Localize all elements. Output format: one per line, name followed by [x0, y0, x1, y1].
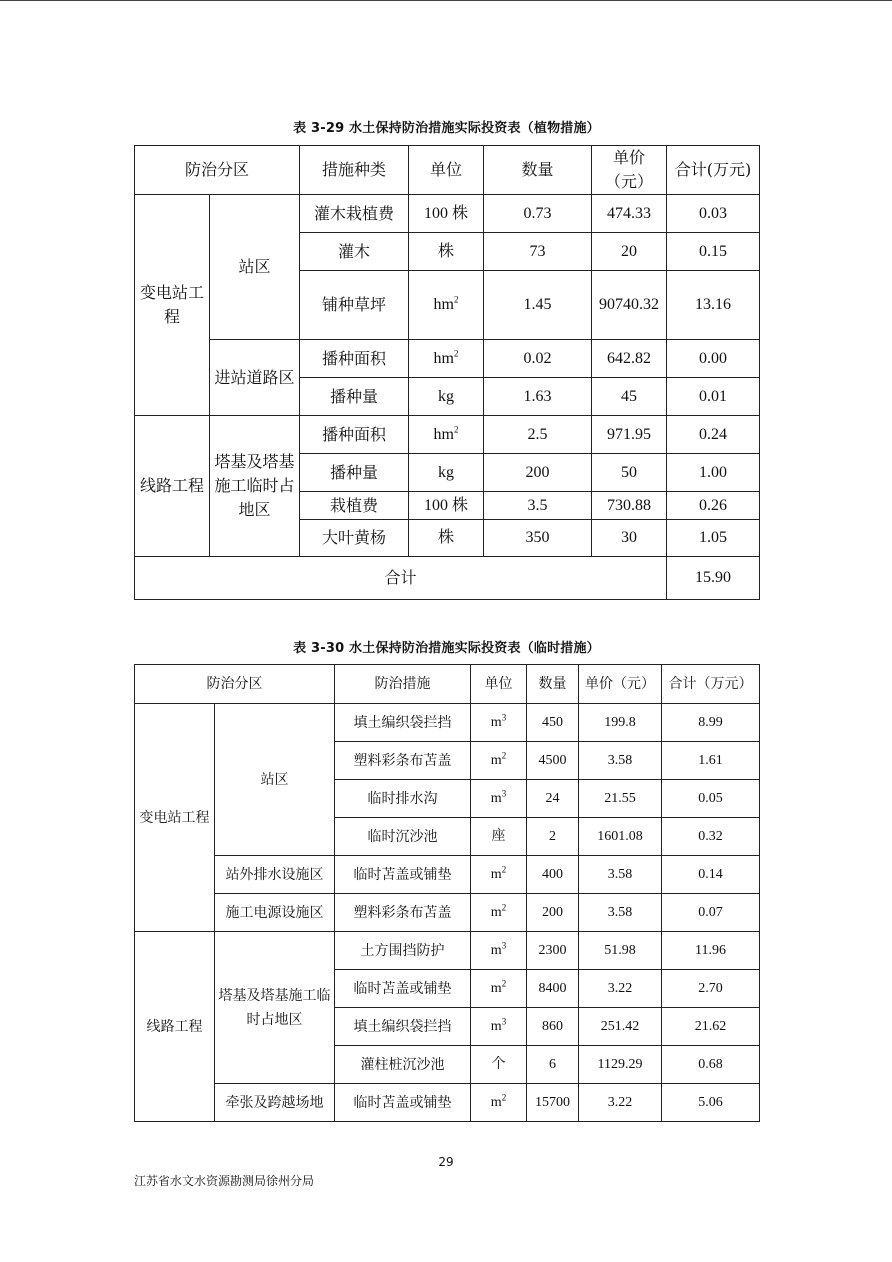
unit-exponent: 3 [501, 939, 507, 950]
total-cell: 1.05 [667, 520, 760, 557]
unit-cell: $hm^2$ [409, 416, 484, 454]
unit-cell: $m^2$ [471, 1084, 527, 1122]
quantity-cell: 24 [527, 780, 579, 818]
total-cell: 11.96 [662, 932, 760, 970]
sum-row [135, 557, 760, 600]
quantity-cell: 0.02 [484, 340, 592, 378]
zone-cell: 变电站工程 [135, 704, 215, 932]
unit-price-cell: 730.88 [592, 492, 667, 520]
header-cell: 单位 [471, 665, 527, 704]
unit-cell: 株 [409, 233, 484, 271]
table-row [135, 856, 760, 894]
quantity-cell: 2300 [527, 932, 579, 970]
quantity-cell: 400 [527, 856, 579, 894]
unit-exponent: 2 [501, 977, 507, 988]
unit-price-cell: 3.58 [579, 742, 662, 780]
total-cell: 0.26 [667, 492, 760, 520]
header-cell: 单价（元） [579, 665, 662, 704]
measure-cell: 塑料彩条布苫盖 [335, 742, 471, 780]
unit-price-cell: 50 [592, 454, 667, 492]
unit-cell: $hm^2$ [409, 340, 484, 378]
measure-cell: 土方围挡防护 [335, 932, 471, 970]
unit-price-cell: 199.8 [579, 704, 662, 742]
table-row [135, 416, 760, 454]
unit-price-cell: 3.58 [579, 894, 662, 932]
header-cell: 单价（元） [592, 146, 667, 195]
header-cell: 数量 [527, 665, 579, 704]
unit-price-cell: 51.98 [579, 932, 662, 970]
quantity-cell: 1.45 [484, 271, 592, 340]
unit-cell: $m^3$ [471, 1008, 527, 1046]
unit-exponent: 3 [501, 711, 507, 722]
unit-price-cell: 3.22 [579, 1084, 662, 1122]
quantity-cell: 73 [484, 233, 592, 271]
subzone-cell: 塔基及塔基施工临时占地区 [210, 416, 300, 557]
unit-exponent: 2 [453, 424, 459, 435]
measure-cell: 临时苫盖或铺垫 [335, 1084, 471, 1122]
measure-cell: 灌柱桩沉沙池 [335, 1046, 471, 1084]
unit-exponent: 2 [453, 348, 459, 359]
unit-price-cell: 45 [592, 378, 667, 416]
unit-cell: $m^3$ [471, 932, 527, 970]
quantity-cell: 200 [527, 894, 579, 932]
unit-price-cell: 642.82 [592, 340, 667, 378]
table-header-row [135, 665, 760, 704]
table-row [135, 704, 760, 742]
table-row [135, 340, 760, 378]
header-cell: 合计(万元) [667, 146, 760, 195]
total-cell: 0.68 [662, 1046, 760, 1084]
sum-value: 15.90 [667, 557, 760, 600]
unit-cell: $m^2$ [471, 970, 527, 1008]
footer-organization: 江苏省水文水资源勘测局徐州分局 [134, 1174, 315, 1188]
unit-cell: kg [409, 378, 484, 416]
quantity-cell: 860 [527, 1008, 579, 1046]
table-header-row [135, 146, 760, 195]
total-cell: 0.32 [662, 818, 760, 856]
measure-cell: 灌木 [300, 233, 409, 271]
unit-price-cell: 1129.29 [579, 1046, 662, 1084]
table-row [135, 195, 760, 233]
table-row [135, 932, 760, 970]
unit-exponent: 2 [501, 901, 507, 912]
unit-cell: $m^3$ [471, 704, 527, 742]
measure-cell: 临时苫盖或铺垫 [335, 970, 471, 1008]
plant-measures-investment-table [134, 145, 760, 600]
header-cell: 单位 [409, 146, 484, 195]
measure-cell: 播种量 [300, 378, 409, 416]
quantity-cell: 2 [527, 818, 579, 856]
unit-cell: $m^3$ [471, 780, 527, 818]
zone-cell: 变电站工程 [135, 195, 210, 416]
unit-price-cell: 21.55 [579, 780, 662, 818]
total-cell: 0.14 [662, 856, 760, 894]
measure-cell: 临时排水沟 [335, 780, 471, 818]
quantity-cell: 1.63 [484, 378, 592, 416]
total-cell: 0.24 [667, 416, 760, 454]
total-cell: 1.61 [662, 742, 760, 780]
total-cell: 13.16 [667, 271, 760, 340]
table-caption-3-29: 表 3-29 水土保持防治措施实际投资表（植物措施） [293, 121, 600, 136]
subzone-cell: 塔基及塔基施工临时占地区 [215, 932, 335, 1084]
unit-cell: $m^2$ [471, 742, 527, 780]
subzone-cell: 牵张及跨越场地 [215, 1084, 335, 1122]
unit-cell: kg [409, 454, 484, 492]
unit-exponent: 2 [501, 749, 507, 760]
unit-cell: 座 [471, 818, 527, 856]
unit-cell: 100 株 [409, 195, 484, 233]
header-cell: 防治措施 [335, 665, 471, 704]
zone-cell: 线路工程 [135, 416, 210, 557]
measure-cell: 栽植费 [300, 492, 409, 520]
measure-cell: 塑料彩条布苫盖 [335, 894, 471, 932]
quantity-cell: 200 [484, 454, 592, 492]
unit-price-cell: 3.58 [579, 856, 662, 894]
quantity-cell: 2.5 [484, 416, 592, 454]
measure-cell: 播种量 [300, 454, 409, 492]
measure-cell: 大叶黄杨 [300, 520, 409, 557]
table-row [135, 1084, 760, 1122]
subzone-cell: 站外排水设施区 [215, 856, 335, 894]
subzone-cell: 站区 [210, 195, 300, 340]
unit-price-cell: 20 [592, 233, 667, 271]
total-cell: 0.05 [662, 780, 760, 818]
quantity-cell: 3.5 [484, 492, 592, 520]
table-caption-3-30: 表 3-30 水土保持防治措施实际投资表（临时措施） [293, 641, 600, 656]
unit-price-cell: 1601.08 [579, 818, 662, 856]
measure-cell: 播种面积 [300, 340, 409, 378]
measure-cell: 填土编织袋拦挡 [335, 1008, 471, 1046]
measure-cell: 播种面积 [300, 416, 409, 454]
quantity-cell: 450 [527, 704, 579, 742]
unit-exponent: 2 [453, 294, 459, 305]
subzone-cell: 站区 [215, 704, 335, 856]
subzone-cell: 进站道路区 [210, 340, 300, 416]
total-cell: 0.15 [667, 233, 760, 271]
table-row [135, 894, 760, 932]
unit-exponent: 2 [501, 1091, 507, 1102]
zone-cell: 线路工程 [135, 932, 215, 1122]
unit-cell: 个 [471, 1046, 527, 1084]
unit-price-cell: 971.95 [592, 416, 667, 454]
temporary-measures-investment-table [134, 664, 760, 1122]
quantity-cell: 4500 [527, 742, 579, 780]
measure-cell: 临时苫盖或铺垫 [335, 856, 471, 894]
total-cell: 5.06 [662, 1084, 760, 1122]
total-cell: 21.62 [662, 1008, 760, 1046]
unit-price-cell: 30 [592, 520, 667, 557]
total-cell: 0.07 [662, 894, 760, 932]
total-cell: 2.70 [662, 970, 760, 1008]
header-cell: 数量 [484, 146, 592, 195]
total-cell: 0.01 [667, 378, 760, 416]
unit-cell: $m^2$ [471, 894, 527, 932]
total-cell: 0.03 [667, 195, 760, 233]
total-cell: 8.99 [662, 704, 760, 742]
unit-price-cell: 251.42 [579, 1008, 662, 1046]
quantity-cell: 15700 [527, 1084, 579, 1122]
quantity-cell: 0.73 [484, 195, 592, 233]
total-cell: 1.00 [667, 454, 760, 492]
header-cell: 措施种类 [300, 146, 409, 195]
header-cell: 防治分区 [135, 146, 300, 195]
top-border-line [0, 0, 892, 1]
total-cell: 0.00 [667, 340, 760, 378]
unit-cell: $hm^2$ [409, 271, 484, 340]
unit-price-cell: 90740.32 [592, 271, 667, 340]
measure-cell: 临时沉沙池 [335, 818, 471, 856]
unit-cell: 株 [409, 520, 484, 557]
unit-cell: 100 株 [409, 492, 484, 520]
page-number: 29 [438, 1155, 454, 1169]
measure-cell: 填土编织袋拦挡 [335, 704, 471, 742]
measure-cell: 灌木栽植费 [300, 195, 409, 233]
unit-exponent: 3 [501, 1015, 507, 1026]
sum-label: 合计 [135, 557, 667, 600]
quantity-cell: 8400 [527, 970, 579, 1008]
header-cell: 合计（万元） [662, 665, 760, 704]
subzone-cell: 施工电源设施区 [215, 894, 335, 932]
unit-exponent: 3 [501, 787, 507, 798]
unit-price-cell: 474.33 [592, 195, 667, 233]
quantity-cell: 350 [484, 520, 592, 557]
unit-exponent: 2 [501, 863, 507, 874]
unit-cell: $m^2$ [471, 856, 527, 894]
measure-cell: 铺种草坪 [300, 271, 409, 340]
quantity-cell: 6 [527, 1046, 579, 1084]
header-cell: 防治分区 [135, 665, 335, 704]
unit-price-cell: 3.22 [579, 970, 662, 1008]
